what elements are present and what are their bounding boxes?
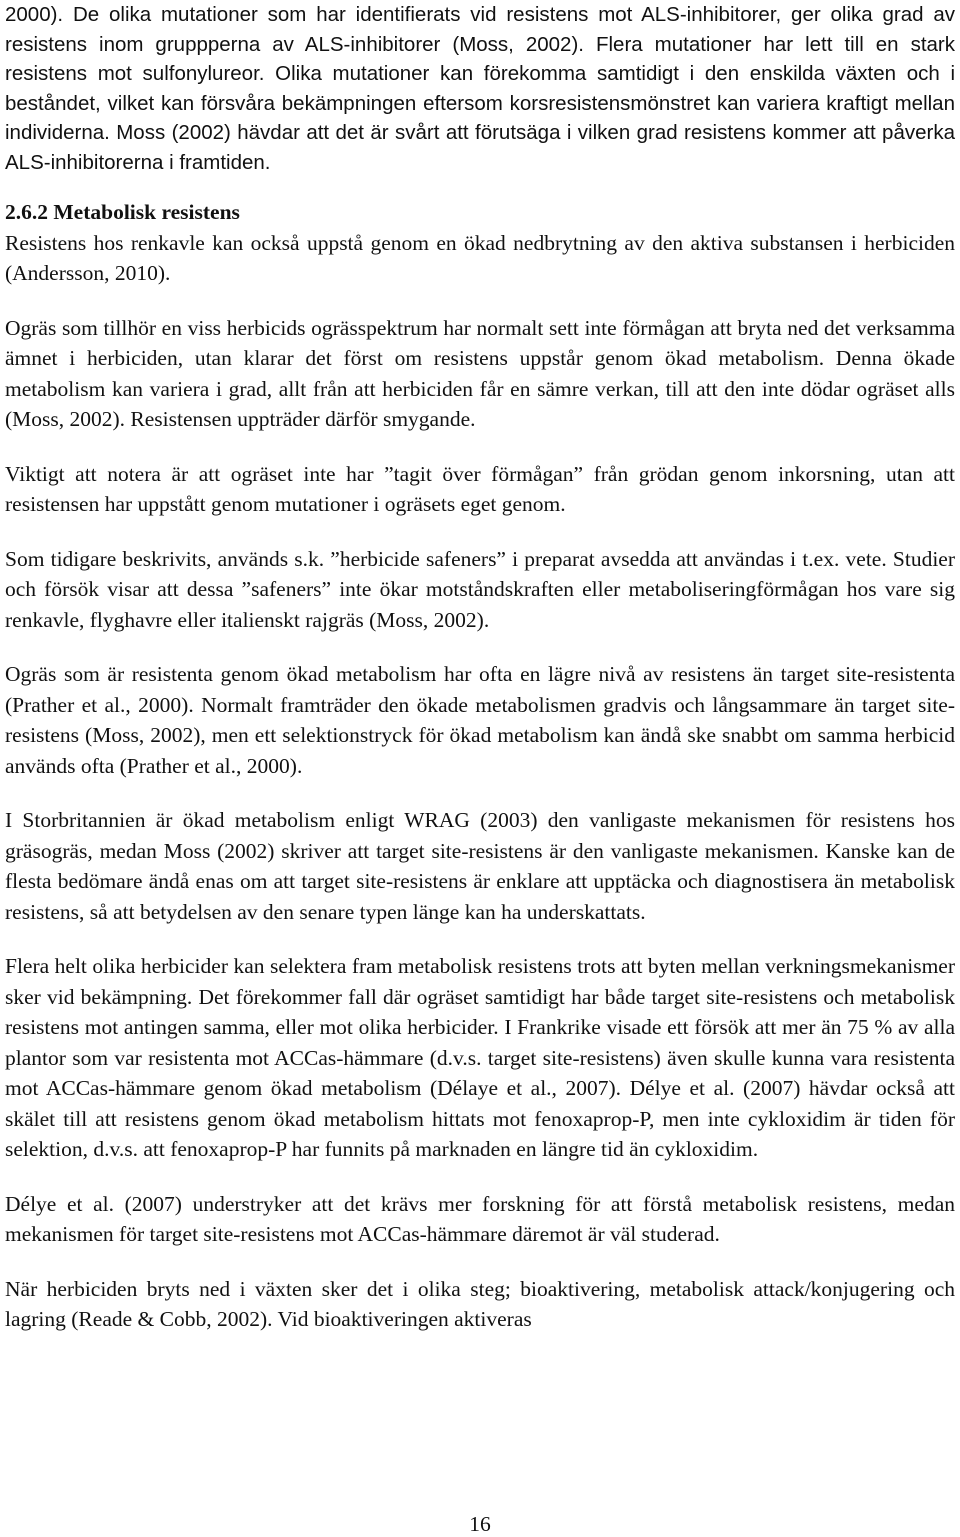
paragraph-9: När herbiciden bryts ned i växten sker det i olika steg; bioaktivering, metabolisk attack/konjugering och lagring (Reade & Cobb, 2002). Vid bioaktiveringen aktiveras (5, 1276, 955, 1331)
intro-text-part-1: 2000). De olika mutationer som har identifierats vid resistens mot ALS-inhibitorer, ger olika grad av resistens inom gruppperna av ALS-inhibitorer (Moss, 2002). Flera mutationer har lett till en stark resistens mot sulfonylureor. (5, 3, 955, 85)
paragraph-8: Délye et al. (2007) understryker att det krävs mer forskning för att förstå metabolisk resistens, medan mekanismen för target site-resistens mot ACCas-hämmare däremot är väl studerad. (5, 1191, 955, 1246)
paragraph-5: Ogräs som är resistenta genom ökad metabolism har ofta en lägre nivå av resistens än target site-resistenta (Prather et al., 2000). Normalt framträder den ökade metabolismen gradvis och långsammare än target site-resistens (Moss, 2002), men ett selektionstryck för ökad metabolism kan ändå ske snabbt om samma herbicid används ofta (Prather et al., 2000). (5, 662, 955, 778)
intro-text-part-2: Olika mutationer kan förekomma samtidigt i den enskilda växten och i beståndet, vilket kan försvåra bekämpningen eftersom korsresistensmönstret kan variera kraftigt mellan individerna. (5, 62, 955, 144)
paragraph-1: Resistens hos renkavle kan också uppstå genom en ökad nedbrytning av den aktiva substansen i herbiciden (Andersson, 2010). (5, 230, 955, 285)
paragraph-4: Som tidigare beskrivits, används s.k. ”herbicide safeners” i preparat avsedda att användas i t.ex. vete. Studier och försök visar att dessa ”safeners” inte ökar motståndskraften eller metaboliseringförmågan hos vare sig renkavle, flyghavre eller italienskt rajgräs (Moss, 2002). (5, 546, 955, 632)
paragraph-6: I Storbritannien är ökad metabolism enligt WRAG (2003) den vanligaste mekanismen för resistens hos gräsogräs, medan Moss (2002) skriver att target site-resistens är den vanligaste mekanismen. Kanske kan de flesta bedömare ändå enas om att target site-resistens är enklare att upptäcka och diagnostisera än metabolisk resistens, så att betydelsen av den senare typen länge kan ha underskattats. (5, 808, 955, 924)
section-heading: 2.6.2 Metabolisk resistens (5, 200, 240, 224)
document-page (5, 0, 955, 1335)
paragraph-3: Viktigt att notera är att ogräset inte har ”tagit över förmågan” från grödan genom inkorsning, utan att resistensen har uppstått genom mutationer i ogräsets eget genom. (5, 461, 955, 516)
page-number: 16 (469, 1512, 491, 1536)
paragraph-2: Ogräs som tillhör en viss herbicids ogrässpektrum har normalt sett inte förmågan att bryta ned det verksamma ämnet i herbiciden, utan klarar det först om resistens uppstår genom ökad metabolism. Denna ökade metabolism kan variera i grad, allt från att herbiciden får en sämre verkan, till att den inte dödar ogräset alls (Moss, 2002). Resistensen uppträder därför smygande. (5, 315, 955, 431)
intro-text-part-3: Moss (2002) hävdar att det är svårt att förutsäga i vilken grad resistens kommer att påverka ALS-inhibitorerna i framtiden. (5, 121, 955, 174)
paragraph-7: Flera helt olika herbicider kan selektera fram metabolisk resistens trots att byten mellan verkningsmekanismer sker vid bekämpning. Det förekommer fall där ogräset samtidigt har både target site-resistens och metabolisk resistens mot antingen samma, eller mot olika herbicider. I Frankrike visade ett försök att mer än 75 % av alla plantor som var resistenta mot ACCas-hämmare (d.v.s. target site-resistens) även skulle kunna vara resistenta mot ACCas-hämmare genom ökad metabolism (Délaye et al., 2007). Délye et al. (2007) hävdar också att skälet till att resistens genom ökad metabolism hittats mot fenoxaprop-P, men inte cykloxidim är tiden för selektion, d.v.s. att fenoxaprop-P har funnits på marknaden en längre tid än cykloxidim. (5, 954, 955, 1161)
intro-paragraph (5, 0, 955, 177)
